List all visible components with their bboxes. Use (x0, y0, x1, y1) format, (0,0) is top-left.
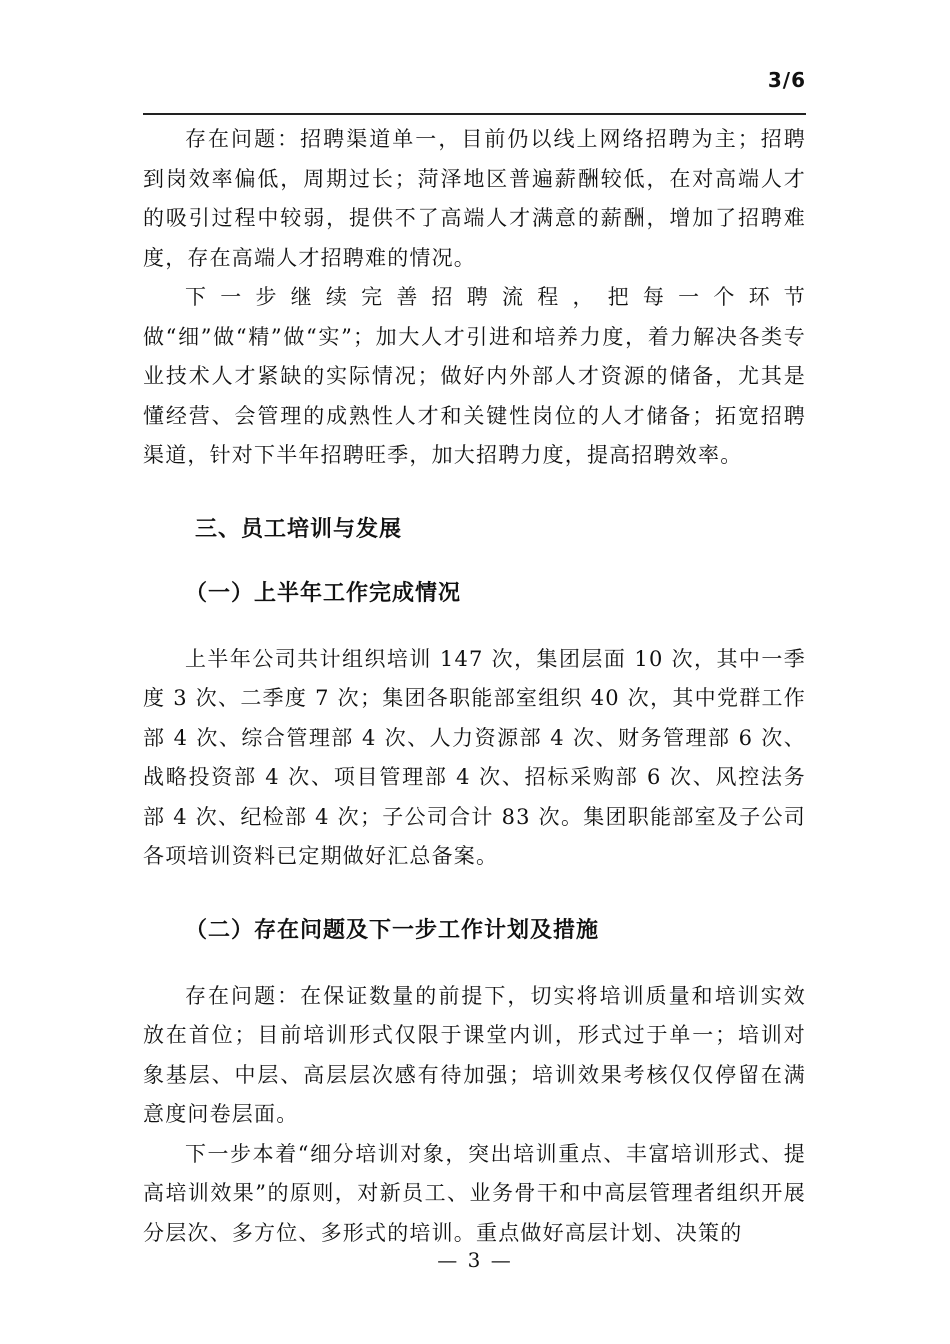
subheading-first-half-results: （一）上半年工作完成情况 (185, 580, 462, 606)
paragraph-recruit-problems: 存在问题：招聘渠道单一，目前仍以线上网络招聘为主；招聘到岗效率偏低，周期过长；菏泽地区普遍薪酬较低，在对高端人才的吸引过程中较弱，提供不了高端人才满意的薪酬，增加了招聘难度，存在高端人才招聘难的情况。 (143, 127, 806, 270)
subheading-problems-plan: （二）存在问题及下一步工作计划及措施 (185, 917, 600, 943)
page-number-footer: — 3 — (437, 1248, 513, 1272)
document-body (143, 120, 806, 1253)
paragraph-training-problems: 存在问题：在保证数量的前提下，切实将培训质量和培训实效放在首位；目前培训形式仅限于课堂内训，形式过于单一；培训对象基层、中层、高层层次感有待加强；培训效果考核仅仅停留在满意度问卷层面。 (143, 983, 806, 1126)
page-fraction: 3/6 (767, 68, 806, 92)
paragraph-training-next-steps: 下一步本着“细分培训对象，突出培训重点、丰富培训形式、提高培训效果”的原则，对新员工、业务骨干和中高层管理者组织开展分层次、多方位、多形式的培训。重点做好高层计划、决策的 (143, 1141, 806, 1245)
paragraph-recruit-next-steps: 下一步继续完善招聘流程，把每一个环节做“细”做“精”做“实”；加大人才引进和培养力度，着力解决各类专业技术人才紧缺的实际情况；做好内外部人才资源的储备，尤其是懂经营、会管理的成熟性人才和关键性岗位的人才储备；拓宽招聘渠道，针对下半年招聘旺季，加大招聘力度，提高招聘效率。 (143, 285, 806, 467)
section-heading-training: 三、员工培训与发展 (195, 516, 403, 542)
paragraph-training-stats: 上半年公司共计组织培训 147 次，集团层面 10 次，其中一季度 3 次、二季度 7 次；集团各职能部室组织 40 次，其中党群工作部 4 次、综合管理部 4 次、人力资源部 4 次、财务管理部 6 次、战略投资部 4 次、项目管理部 4 次、招标采购部 6 次、风控法务部 4 次、纪检部 4 次；子公司合计 83 次。集团职能部室及子公司各项培训资料已定期做好汇总备案。 (143, 646, 806, 868)
header-rule (143, 113, 806, 115)
